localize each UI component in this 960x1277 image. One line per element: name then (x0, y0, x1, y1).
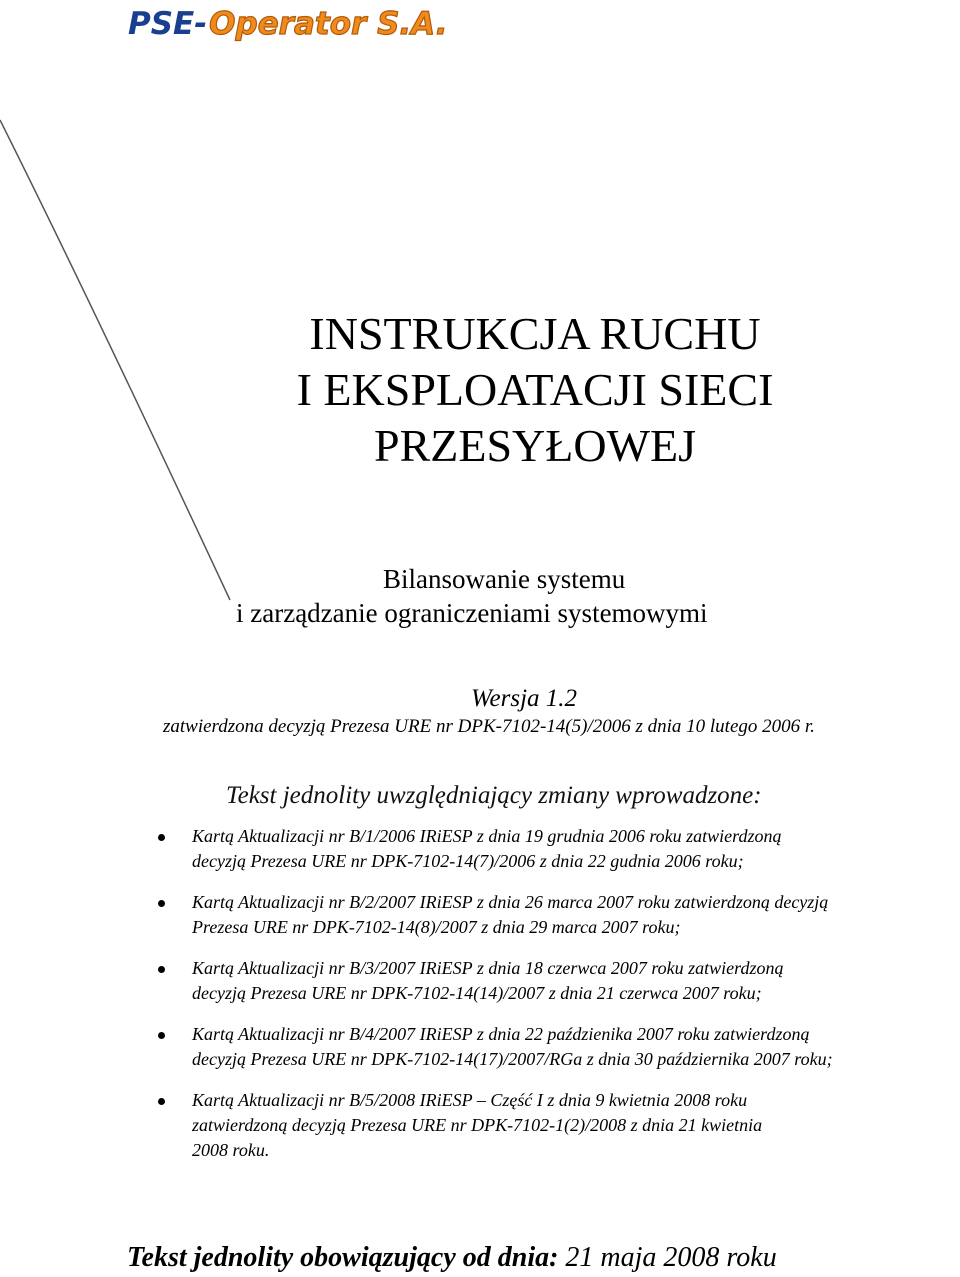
bullet-icon (158, 834, 165, 841)
list-item (0, 1088, 960, 1163)
effective-date (127, 1240, 777, 1276)
document-title (0, 306, 960, 474)
title-line-3: PRZESYŁOWEJ (374, 420, 696, 471)
effective-date-value: 21 maja 2008 roku (565, 1242, 777, 1273)
change-text: Kartą Aktualizacji nr B/5/2008 IRiESP – Część I z dnia 9 kwietnia 2008 roku zatwierdzoną decyzją Prezesa URE nr DPK-7102-1(2)/2008 z dnia 21 kwietnia 2008 roku. (192, 1090, 763, 1160)
change-text: Kartą Aktualizacji nr B/3/2007 IRiESP z dnia 18 czerwca 2007 roku zatwierdzoną decyzją Prezesa URE nr DPK-7102-14(14)/2007 z dnia 21 czerwca 2007 roku; (192, 958, 784, 1003)
changes-heading: Tekst jednolity uwzględniający zmiany wprowadzone: (226, 782, 762, 809)
change-text: Kartą Aktualizacji nr B/4/2007 IRiESP z dnia 22 paździenika 2007 roku zatwierdzoną decyzją Prezesa URE nr DPK-7102-14(17)/2007/RGa z dnia 30 października 2007 roku; (192, 1024, 833, 1069)
document-subtitle (0, 562, 960, 630)
changes-list (0, 824, 960, 1179)
bullet-icon (158, 900, 165, 907)
subtitle-line-1: Bilansowanie systemu (383, 564, 626, 594)
list-item (0, 890, 960, 940)
title-line-2: I EKSPLOATACJI SIECI (296, 364, 774, 415)
logo-pse-text: PSE (128, 5, 195, 42)
bullet-icon (158, 966, 165, 973)
list-item (0, 824, 960, 874)
subtitle-line-2: i zarządzanie ograniczeniami systemowymi (236, 598, 708, 628)
version-label: Wersja 1.2 (471, 685, 578, 712)
title-line-1: INSTRUKCJA RUCHU (309, 308, 761, 359)
approval-note: zatwierdzona decyzją Prezesa URE nr DPK-7102-14(5)/2006 z dnia 10 lutego 2006 r. (163, 716, 815, 737)
logo-operator-text: Operator S.A. (209, 5, 448, 42)
change-text: Kartą Aktualizacji nr B/2/2007 IRiESP z dnia 26 marca 2007 roku zatwierdzoną decyzją Prezesa URE nr DPK-7102-14(8)/2007 z dnia 29 marca 2007 roku; (192, 892, 829, 937)
change-text: Kartą Aktualizacji nr B/1/2006 IRiESP z dnia 19 grudnia 2006 roku zatwierdzoną decyzją Prezesa URE nr DPK-7102-14(7)/2006 z dnia 22 gudnia 2006 roku; (192, 826, 782, 871)
bullet-icon (158, 1098, 165, 1105)
list-item (0, 1022, 960, 1072)
bullet-icon (158, 1032, 165, 1039)
effective-date-label: Tekst jednolity obowiązujący od dnia: (127, 1242, 559, 1273)
logo-dash: - (194, 5, 208, 42)
list-item (0, 956, 960, 1006)
